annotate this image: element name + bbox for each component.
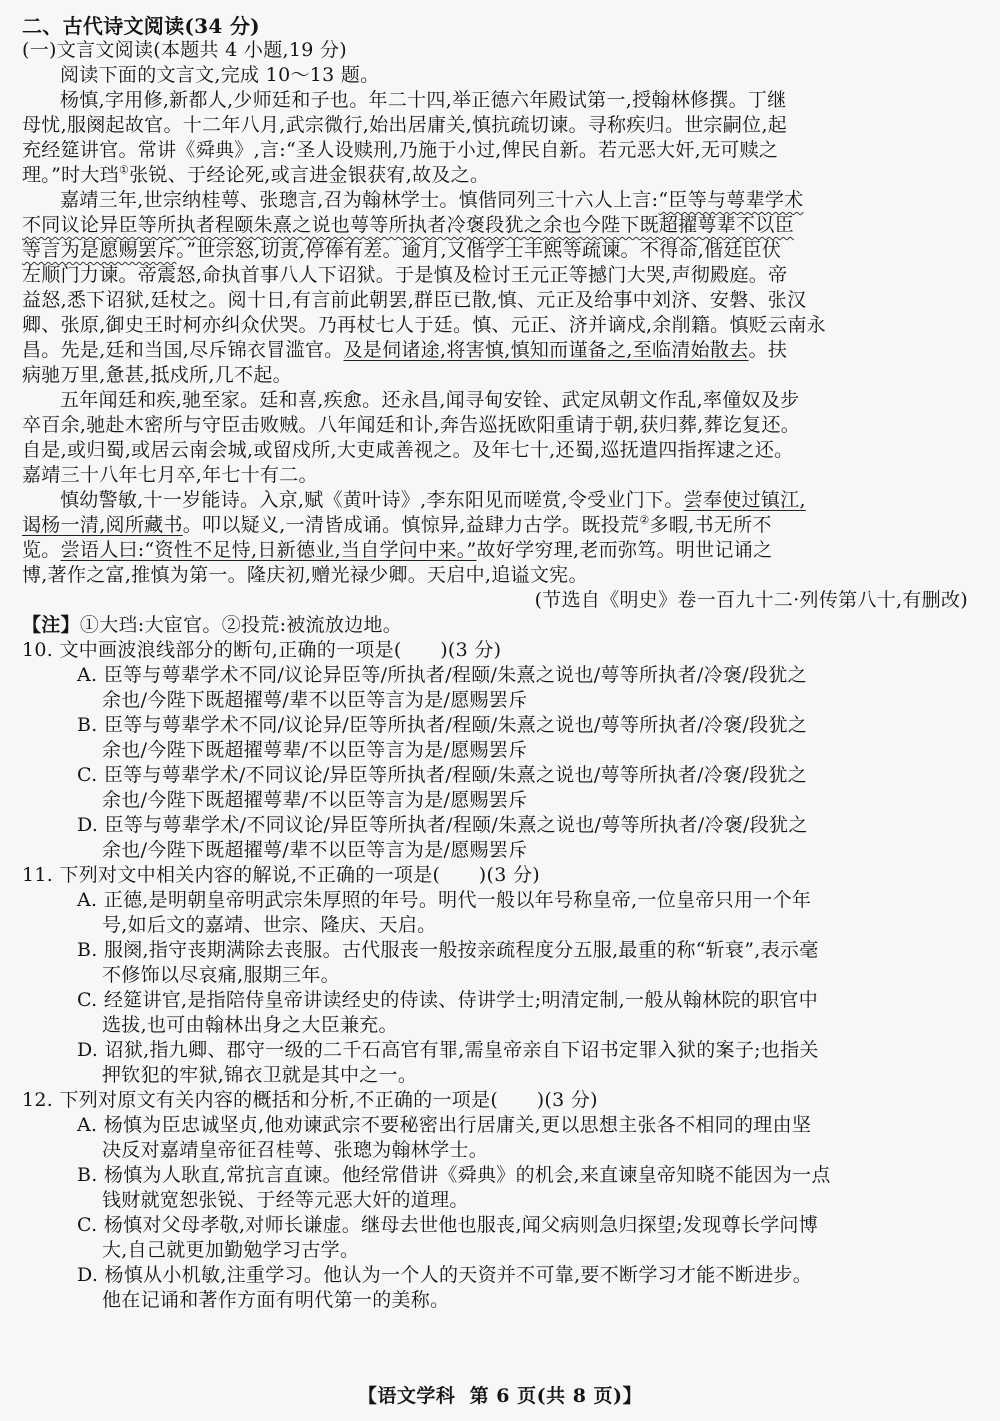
wavy-underlined-text: 等言为是愿赐罢斥 <box>22 239 177 261</box>
option-a-cont: 决反对嘉靖皇帝征召桂萼、张璁为翰林学士。 <box>102 1139 489 1161</box>
source-citation: (节选自《明史》卷一百九十二·列传第八十,有删改) <box>534 589 968 611</box>
option-d-cont: 押钦犯的牢狱,锦衣卫就是其中之一。 <box>102 1064 418 1086</box>
underlined-text: 尝奉使过镇江, <box>683 489 806 511</box>
passage-text: 张锐、于经论死,或言进金银获宥,故及之。 <box>129 164 490 186</box>
passage-line: 卒百余,驰赴木密所与守臣击败贼。八年闻廷和讣,奔告巡抚欧阳重请于朝,获归葬,葬讫复还。 <box>22 414 801 436</box>
option-b: B. 杨慎为人耿直,常抗言直谏。他经常借讲《舜典》的机会,来直谏皇帝知晓不能因为一点 <box>77 1164 831 1186</box>
passage-text: 览。 <box>22 539 61 561</box>
passage-text: 多暇,书无所不 <box>649 514 772 536</box>
passage-line: 杨慎,字用修,新都人,少师廷和子也。年二十四,举正德六年殿试第一,授翰林修撰。丁继 <box>60 89 787 111</box>
option-d: D. 臣等与萼辈学术/不同议论/异臣等所执者/程颐/朱熹之说也/萼等所执者/冷褒/段犹之 <box>77 814 808 836</box>
option-a-cont: 余也/今陛下既超擢萼/辈不以臣等言为是/愿赐罢斥 <box>102 689 528 711</box>
instruction: 阅读下面的文言文,完成 10～13 题。 <box>60 64 380 86</box>
passage-line: 卿、张原,御史王时柯亦纠众伏哭。乃再杖七人于廷。慎、元正、济并谪戍,余削籍。慎贬云南永 <box>22 314 826 336</box>
option-c-cont: 余也/今陛下既超擢萼辈/不以臣等言为是/愿赐罢斥 <box>102 789 528 811</box>
question-11 <box>22 863 968 1088</box>
passage-paragraph-4 <box>22 488 968 613</box>
notes-text: ①大珰:大宦官。②投荒:被流放边地。 <box>79 614 403 636</box>
passage-line <box>22 238 968 263</box>
footer-bracket-open: 【 <box>357 1385 378 1407</box>
option-c-cont: 大,自己就更加勤勉学习古学。 <box>102 1239 360 1261</box>
underlined-text: 谒杨一清,阅所藏书 <box>22 514 183 536</box>
passage-line: 病驰万里,惫甚,抵戍所,几不起。 <box>22 364 292 386</box>
option-d: D. 杨慎从小机敏,注重学习。他认为一个人的天资并不可靠,要不断学习才能不断进步。 <box>77 1264 813 1286</box>
passage-line <box>22 538 968 563</box>
option-d: D. 诏狱,指九卿、郡守一级的二千石高官有罪,需皇帝亲自下诏书定罪入狱的案子;也指关 <box>77 1039 819 1061</box>
section-title: 二、古代诗文阅读(34 分) <box>22 14 260 38</box>
option-a: A. 正德,是明朝皇帝明武宗朱厚照的年号。明代一般以年号称皇帝,一位皇帝只用一个年 <box>77 889 812 911</box>
passage-text: 嘉靖三年,世宗纳桂萼、张璁言,召为翰林学士。慎偕同列三十六人上言: <box>60 189 659 211</box>
wavy-underlined-text: 不同议论异臣等所执者程颐朱熹之说也萼等所执者冷褒段犹之余也今陛下既超擢萼辈不以臣 <box>22 214 795 236</box>
passage-line: 五年闻廷和疾,驰至家。廷和喜,疾愈。还永昌,闻寻甸安铨、武定凤朝文作乱,率僮奴及步 <box>60 389 800 411</box>
footer-subject: 语文学科 <box>377 1385 456 1407</box>
passage-line <box>22 163 968 188</box>
subsection-title: (一)文言文阅读(本题共 4 小题,19 分) <box>22 39 347 61</box>
passage-line: 自是,或归蜀,或居云南会城,或留戍所,大吏咸善视之。及年七十,还蜀,巡抚遣四指挥逮之还。 <box>22 439 794 461</box>
passage-line <box>22 338 968 363</box>
passage-paragraph-3 <box>22 388 968 488</box>
option-c: C. 臣等与萼辈学术/不同议论/异臣等所执者/程颐/朱熹之说也/萼等所执者/冷褒/段犹之 <box>77 764 807 786</box>
option-b-cont: 余也/今陛下既超擢萼辈/不以臣等言为是/愿赐罢斥 <box>102 739 528 761</box>
passage-line: 左顺门力谏。帝震怒,命执首事八人下诏狱。于是慎及检讨王元正等撼门大哭,声彻殿庭。帝 <box>22 264 788 286</box>
option-c: C. 经筵讲官,是指陪侍皇帝讲读经史的侍读、侍讲学士;明清定制,一般从翰林院的职官中 <box>77 989 819 1011</box>
wavy-underlined-text: “臣等与萼辈学术 <box>658 189 804 211</box>
passage-text: 昌。先是,廷和当国,尽斥锦衣冒滥官。 <box>22 339 344 361</box>
passage-text: 故好学穷理,老而弥笃。明世记诵之 <box>476 539 773 561</box>
notes-label: 【注】 <box>22 614 80 636</box>
option-b: B. 服阕,指守丧期满除去丧服。古代服丧一般按亲疏程度分五服,最重的称“斩衰”,表示毫 <box>77 939 819 961</box>
notes <box>22 613 968 638</box>
question-12 <box>22 1088 968 1313</box>
footnote-marker-2: ② <box>639 513 650 527</box>
passage-line: 博,著作之富,推慎为第一。隆庆初,赠光禄少卿。天启中,追谥文宪。 <box>22 564 588 586</box>
option-a-cont: 号,如后文的嘉靖、世宗、隆庆、天启。 <box>102 914 437 936</box>
passage-text: 。叩以疑义,一清皆成诵。慎惊异,益肆力古学。既投荒 <box>182 514 640 536</box>
passage-paragraph-1 <box>22 88 968 188</box>
question-stem: 10. 文中画波浪线部分的断句,正确的一项是( )(3 分) <box>22 639 502 661</box>
passage-paragraph-2 <box>22 188 968 388</box>
passage-text: 。扶 <box>748 339 788 361</box>
footer-page-number: 第 6 页(共 8 页) <box>469 1385 623 1407</box>
option-b-cont: 不修饰以尽哀痛,服期三年。 <box>102 964 340 986</box>
option-d-cont: 他在记诵和著作方面有明代第一的美称。 <box>102 1289 450 1311</box>
option-c: C. 杨慎对父母孝敬,对师长谦虚。继母去世他也服丧,闻父病则急归探望;发现尊长学问博 <box>77 1214 819 1236</box>
option-a: A. 臣等与萼辈学术不同/议论异臣等/所执者/程颐/朱熹之说也/萼等所执者/冷褒/段犹之 <box>77 664 807 686</box>
passage-line <box>22 513 968 538</box>
passage-line: 充经筵讲官。常讲《舜典》,言:“圣人设赎刑,乃施于小过,俾民自新。若元恶大奸,无可赎之 <box>22 139 779 161</box>
passage-line <box>22 213 968 238</box>
passage-text: 慎幼警敏,十一岁能诗。入京,赋《黄叶诗》,李东阳见而嗟赏,令受业门下。 <box>60 489 684 511</box>
passage-line <box>22 488 968 513</box>
passage-line <box>22 188 968 213</box>
question-stem: 12. 下列对原文有关内容的概括和分析,不正确的一项是( )(3 分) <box>22 1089 598 1111</box>
underlined-text: 尝语人曰:“资性不足恃,日新德业,当自学问中来。” <box>60 539 477 561</box>
question-stem: 11. 下列对文中相关内容的解说,不正确的一项是( )(3 分) <box>22 864 540 886</box>
option-c-cont: 选拔,也可由翰林出身之大臣兼充。 <box>102 1014 398 1036</box>
footnote-marker-1: ① <box>119 163 130 177</box>
option-b-cont: 钱财就宽恕张锐、于经等元恶大奸的道理。 <box>102 1189 469 1211</box>
option-d-cont: 余也/今陛下既超擢萼/辈不以臣等言为是/愿赐罢斥 <box>102 839 528 861</box>
passage-text: 。”世宗怒,切责,停俸有差。逾月,又偕学士丰熙等疏谏。不得命,偕廷臣伏 <box>176 239 782 261</box>
exam-page <box>22 14 968 1313</box>
option-a: A. 杨慎为臣忠诚坚贞,他劝谏武宗不要秘密出行居庸关,更以思想主张各不相同的理由坚 <box>77 1114 812 1136</box>
underlined-text: 及是伺诸途,将害慎,慎知而谨备之,至临清始散去 <box>343 339 749 361</box>
passage-line: 益怒,悉下诏狱,廷杖之。阅十日,有言前此朝罢,群臣已散,慎、元正及给事中刘济、安磐、张汉 <box>22 289 807 311</box>
passage-line: 母忧,服阕起故官。十二年八月,武宗微行,始出居庸关,慎抗疏切谏。寻称疾归。世宗嗣位,起 <box>22 114 788 136</box>
question-10 <box>22 638 968 863</box>
page-footer <box>0 1381 1000 1408</box>
passage-text: 理。”时大珰 <box>22 164 120 186</box>
passage-line: 嘉靖三十八年七月卒,年七十有二。 <box>22 464 318 486</box>
option-b: B. 臣等与萼辈学术不同/议论异/臣等所执者/程颐/朱熹之说也/萼等所执者/冷褒/段犹之 <box>77 714 808 736</box>
footer-bracket-close: 】 <box>622 1385 643 1407</box>
